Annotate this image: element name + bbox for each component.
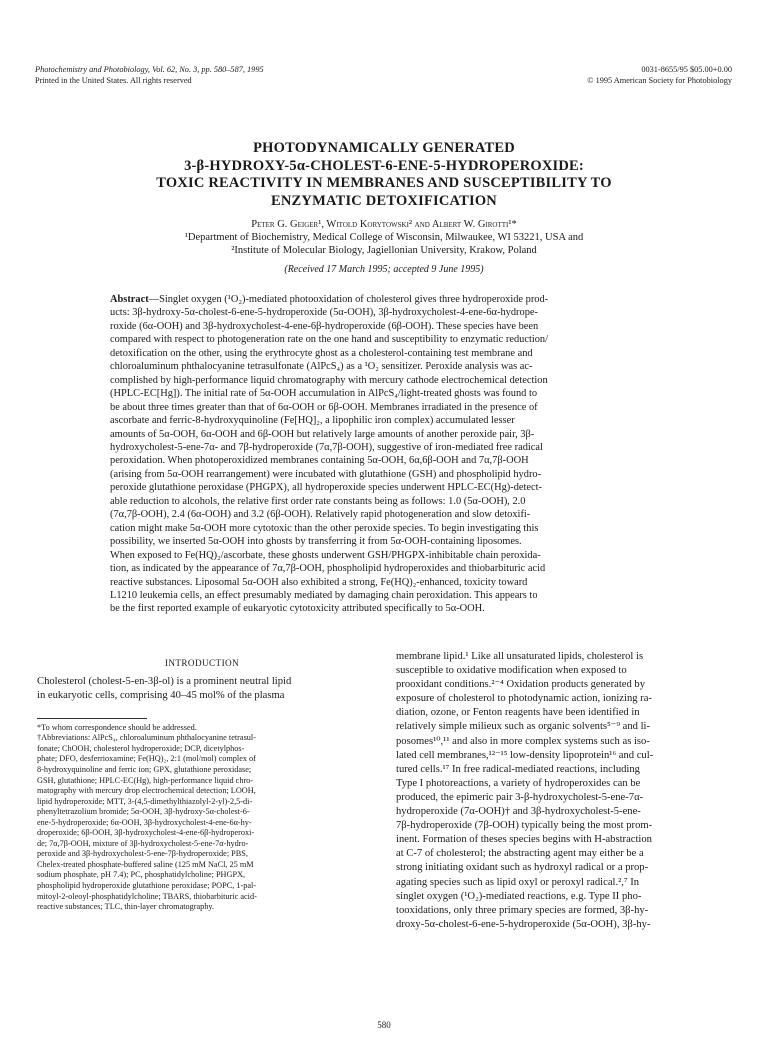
body-line: Cholesterol (cholest-5-en-3β-ol) is a prominent neutral lipid	[37, 676, 292, 687]
introduction-text	[37, 675, 367, 704]
issn-line: 0031-8655/95 $05.00+0.00	[641, 65, 732, 74]
footnote-line: matography with mercury drop electrochemical detection; LOOH,	[37, 786, 256, 796]
abstract-line: detoxification on the other, using the erythrocyte ghost as a cholesterol-containing test membrane and	[110, 347, 533, 359]
abstract-line: reactive substances. Liposomal 5α-OOH also exhibited a strong, Fe(HQ)₂-enhanced, toxicity toward	[110, 576, 528, 588]
body-line: agating species such as lipid oxyl or peroxyl radical.²,⁷ In	[396, 876, 640, 888]
abstract-line: ascorbate and ferric-8-hydroxyquinoline (Fe[HQ]₂, a lipophilic iron complex) accumulated lesser	[110, 415, 515, 427]
received-dates: (Received 17 March 1995; accepted 9 June 1995)	[284, 264, 484, 275]
abstract-line: complished by high-performance liquid chromatography with mercury cathode electrochemical detection	[110, 374, 548, 386]
body-line: diation, ozone, or Fenton reagents have been identified in	[396, 707, 640, 719]
footnote-line: *To whom correspondence should be addressed.	[37, 722, 197, 732]
body-line: hydroperoxide (7α-OOH)† and 3β-hydroxycholest-5-ene-	[396, 806, 641, 818]
abstract-line: cation might make 5α-OOH more cytotoxic than the other peroxide species. To begin investigating this	[110, 522, 539, 534]
footnote-line: phenyltetrazolium bromide; 5α-OOH, 3β-hydroxy-5α-cholest-6-	[37, 807, 250, 817]
title-line: TOXIC REACTIVITY IN MEMBRANES AND SUSCEPTIBILITY TO	[156, 175, 612, 191]
footnotes	[37, 723, 367, 913]
body-line: Type I photoreactions, a variety of hydroperoxides can be	[396, 777, 641, 789]
abstract-line: roxide (6α-OOH) and 3β-hydroxycholest-4-ene-6β-hydroperoxide (6β-OOH). These species have been	[110, 320, 539, 332]
abstract-line: hydroxycholest-5-ene-7α- and 7β-hydroperoxide (7α,7β-OOH), suggestive of iron-mediated free radical	[110, 441, 543, 453]
body-line: droxy-5α-cholest-6-ene-5-hydroperoxide (5α-OOH), 3β-hy-	[396, 918, 651, 930]
footnote-line: †Abbreviations: AlPcS₄, chloroaluminum phthalocyanine tetrasul-	[37, 733, 256, 743]
abstract-line: (7α,7β-OOH), 2.4 (6α-OOH) and 3.2 (6β-OOH). Relatively rapid photogeneration and slow detoxifi-	[110, 509, 531, 521]
abstract-line: be about three times greater than that of 6α-OOH or 6β-OOH. Membranes irradiated in the presence of	[110, 401, 538, 413]
footnote-divider	[37, 718, 147, 719]
section-heading-introduction: INTRODUCTION	[164, 658, 240, 668]
body-line: produced, the epimeric pair 3-β-hydroxycholest-5-ene-7α-	[396, 791, 644, 803]
footnote-line: sodium phosphate, pH 7.4); PC, phosphatidylcholine; PHGPX,	[37, 870, 246, 880]
body-line: tooxidations, only three primary species are formed, 3β-hy-	[396, 904, 649, 916]
right-column	[396, 650, 732, 932]
footnote-line: phospholipid hydroperoxide glutathione peroxidase; POPC, 1-pal-	[37, 881, 257, 891]
abstract-line: tion, as indicated by the appearance of 7α,7β-OOH, phospholipid hydroperoxides and thiobarbituric acid	[110, 563, 546, 575]
footnote-line: reactive substances; TLC, thin-layer chromatography.	[37, 902, 215, 912]
abstract-line: able reduction to alcohols, the relative first order rate constants being as follows: 1.0 (5α-OOH), 2.0	[110, 495, 526, 507]
abstract-heading: Abstract	[110, 294, 149, 305]
abstract-line: peroxidation. When photoperoxidized membranes containing 5α-OOH, 6α,6β-OOH and 7α,7β-OOH	[110, 455, 529, 467]
copyright-header	[587, 64, 732, 86]
affiliation-2: ²Institute of Molecular Biology, Jagiellonian University, Krakow, Poland	[231, 245, 537, 256]
abstract-line: compared with respect to photogeneration rate on the one hand and susceptibility to enzymatic reduction/	[110, 334, 548, 346]
body-line: relatively simple milieux such as organic solvents⁵⁻⁹ and li-	[396, 721, 651, 733]
abstract-line: (arising from 5α-OOH rearrangement) were incubated with glutathione (GSH) and phospholipid hydro-	[110, 468, 542, 480]
abstract-first-line	[110, 293, 660, 306]
abstract-line: When exposed to Fe(HQ)₂/ascorbate, these ghosts underwent GSH/PHGPX-inhibitable chain peroxida-	[110, 549, 541, 561]
abstract-line: ucts: 3β-hydroxy-5α-cholest-6-ene-5-hydroperoxide (5α-OOH), 3β-hydroxycholest-4-ene-6α-hydrope-	[110, 307, 538, 319]
abstract-line: be the first reported example of eukaryotic cytotoxicity attributed specifically to 5α-OOH.	[110, 603, 485, 615]
body-line: prooxidant conditions.²⁻⁴ Oxidation products generated by	[396, 679, 646, 691]
footnote-line: mitoyl-2-oleoyl-phosphatidylcholine; TBARS, thiobarbituric acid-	[37, 891, 257, 901]
page-number: 580	[377, 1020, 391, 1030]
body-line: posomes¹⁰,¹¹ and also in more complex systems such as iso-	[396, 735, 650, 747]
abstract	[110, 293, 660, 616]
abstract-line: (HPLC-EC[Hg]). The initial rate of 5α-OOH accumulation in AlPcS₄/light-treated ghosts was found to	[110, 388, 538, 400]
left-column	[37, 657, 367, 913]
body-line: inent. Formation of theses species begins with H-abstraction	[396, 834, 652, 846]
body-line: in eukaryotic cells, comprising 40–45 mol% of the plasma	[37, 690, 285, 702]
abstract-line: possibility, we inserted 5α-OOH into ghosts by transferring it from 5α-OOH-containing liposomes.	[110, 536, 522, 548]
title-line: 3-β-HYDROXY-5α-CHOLEST-6-ENE-5-HYDROPEROXIDE:	[184, 157, 584, 174]
article-title	[60, 140, 708, 210]
abstract-line: L1210 leukemia cells, an effect presumably mediated by damaging chain peroxidation. This appears to	[110, 589, 538, 601]
footnote-line: lipid hydroperoxide; MTT, 3-(4,5-dimethylthiazolyl-2-yl)-2,5-di-	[37, 796, 253, 806]
copyright-line: © 1995 American Society for Photobiology	[587, 76, 732, 85]
abstract-line: amounts of 5α-OOH, 6α-OOH and 6β-OOH but relatively large amounts of another peroxide pair, 3β-	[110, 428, 535, 440]
author-block	[40, 218, 728, 257]
footnote-line: fonate; ChOOH, cholesterol hydroperoxide; DCP, dicetylphos-	[37, 743, 245, 753]
footnote-line: de; 7α,7β-OOH, mixture of 3β-hydroxycholest-5-ene-7α-hydro-	[37, 838, 249, 848]
footnote-line: peroxide and 3β-hydroxycholest-5-ene-7β-hydroperoxide; PBS,	[37, 849, 248, 859]
journal-citation: Photochemistry and Photobiology, Vol. 62, No. 3, pp. 580–587, 1995	[35, 65, 264, 74]
body-line: strong initiating oxidant such as hydroxyl radical or a prop-	[396, 862, 649, 874]
footnote-line: GSH, glutathione; HPLC-EC(Hg), high-performance liquid chro-	[37, 775, 254, 785]
body-line: 7β-hydroperoxide (7β-OOH) typically being the most prom-	[396, 820, 653, 832]
body-line: exposure of cholesterol to photodynamic action, ionizing ra-	[396, 693, 652, 705]
body-line: susceptible to oxidative modification when exposed to	[396, 665, 627, 677]
abstract-first-line-text: —Singlet oxygen (¹O₂)-mediated photooxidation of cholesterol gives three hydroperoxide prod-	[148, 294, 549, 305]
footnote-line: 8-hydroxyquinoline and ferric ion; GPX, glutathione peroxidase;	[37, 765, 252, 774]
affiliation-1: ¹Department of Biochemistry, Medical College of Wisconsin, Milwaukee, WI 53221, USA and	[184, 232, 584, 243]
title-line: ENZYMATIC DETOXIFICATION	[271, 192, 497, 209]
footnote-line: phate; DFO, desferrioxamine; Fe(HQ)₂, 2:1 (mol/mol) complex of	[37, 754, 256, 764]
footnote-line: ene-5-hydroperoxide; 6α-OOH, 3β-hydroxycholest-4-ene-6α-hy-	[37, 817, 252, 827]
title-line: PHOTODYNAMICALLY GENERATED	[253, 140, 515, 156]
footnote-line: droperoxide; 6β-OOH, 3β-hydroxycholest-4-ene-6β-hydroperoxi-	[37, 828, 255, 838]
body-line: at C-7 of cholesterol; the abstracting agent may either be a	[396, 848, 644, 860]
author-names: Peter G. Geiger¹, Witold Korytowski² and Albert W. Girotti¹*	[251, 219, 517, 230]
print-notice: Printed in the United States. All rights reserved	[35, 76, 192, 85]
body-line: tured cells.¹⁷ In free radical-mediated reactions, including	[396, 763, 640, 775]
journal-header	[35, 64, 264, 86]
abstract-line: peroxide glutathione peroxidase (PHGPX), all hydroperoxide species underwent HPLC-EC(Hg)-detect-	[110, 482, 542, 494]
abstract-line: chloroaluminum phthalocyanine tetrasulfonate (AlPcS₄) as a ¹O₂ sensitizer. Peroxide analysis was ac-	[110, 361, 533, 373]
body-line: lated cell membranes,¹²⁻¹⁵ low-density lipoprotein¹⁶ and cul-	[396, 749, 654, 761]
footnote-line: Chelex-treated phosphate-buffered saline (125 mM NaCl, 25 mM	[37, 859, 254, 869]
body-line: membrane lipid.¹ Like all unsaturated lipids, cholesterol is	[396, 651, 644, 662]
body-line: singlet oxygen (¹O₂)-mediated reactions, e.g. Type II pho-	[396, 890, 642, 902]
